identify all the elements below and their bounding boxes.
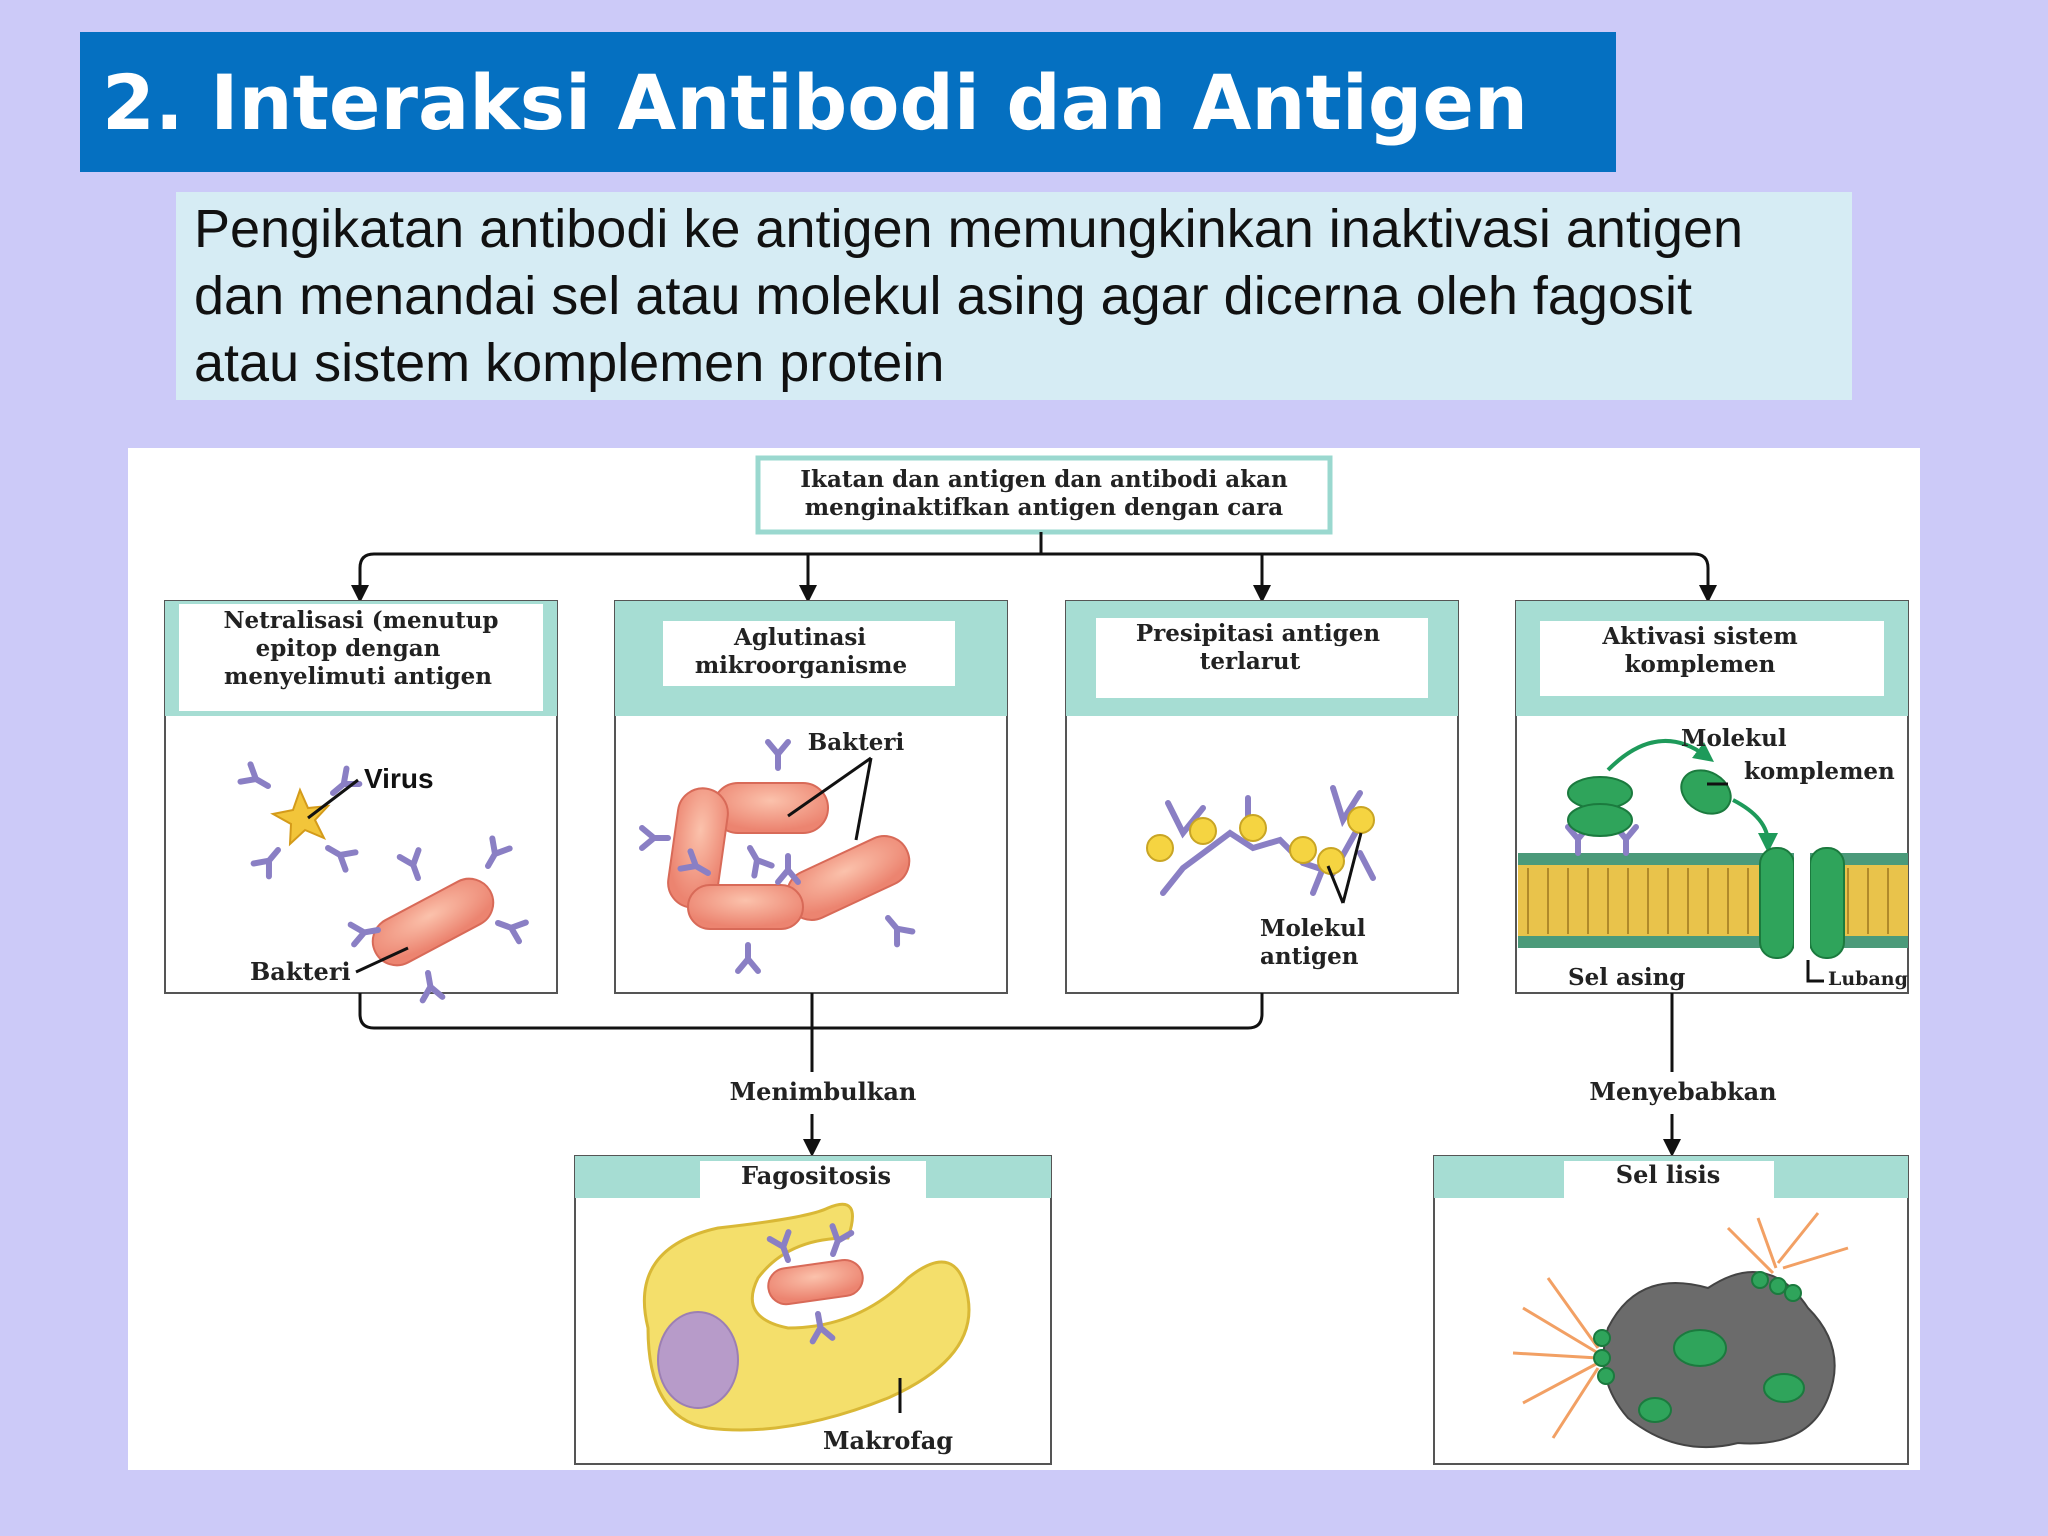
membrane-pore-right — [1810, 848, 1844, 958]
cell-membrane — [1518, 856, 1908, 946]
label-virus: Virus — [364, 763, 434, 794]
top-connector — [360, 532, 1708, 594]
presipitasi-title-1: Presipitasi antigen — [1135, 620, 1381, 647]
membrane-pore-left — [1760, 848, 1794, 958]
panel-netralisasi — [165, 601, 557, 1000]
label-molekul-antigen-2: antigen — [1260, 943, 1359, 970]
panel-fagositosis — [575, 1156, 1051, 1464]
komplemen-title-2: komplemen — [1624, 651, 1776, 678]
complement-bound-2 — [1568, 804, 1632, 836]
netralisasi-title-2: epitop dengan — [255, 635, 441, 662]
diagram-svg — [128, 448, 1920, 1470]
label-menimbulkan: Menimbulkan — [729, 1077, 917, 1106]
top-box-line-2: menginaktifkan antigen dengan cara — [804, 494, 1284, 521]
komplemen-title-1: Aktivasi sistem — [1602, 623, 1798, 650]
label-sel-asing: Sel asing — [1568, 964, 1686, 991]
slide-title: 2. Interaksi Antibodi dan Antigen — [102, 58, 1528, 147]
intro-line-3: atau sistem komplemen protein — [194, 333, 945, 393]
intro-paragraph — [194, 196, 1834, 397]
intro-line-1: Pengikatan antibodi ke antigen memungkinkan inaktivasi antigen — [194, 199, 1744, 259]
bacterium-agg-1 — [713, 783, 828, 833]
aglutinasi-title-2: mikroorganisme — [694, 652, 908, 679]
macrophage-nucleus — [658, 1312, 738, 1408]
title-bar — [80, 32, 1616, 172]
fagositosis-title: Fagositosis — [741, 1161, 891, 1190]
bottom-connectors — [360, 993, 1672, 1148]
netralisasi-title-3: menyelimuti antigen — [223, 663, 493, 690]
label-bakteri-1: Bakteri — [250, 957, 351, 986]
panel-presipitasi — [1066, 601, 1458, 993]
aglutinasi-title-1: Aglutinasi — [733, 624, 867, 651]
top-box-line-1: Ikatan dan antigen dan antibodi akan — [800, 466, 1288, 493]
panel-aglutinasi — [615, 601, 1007, 993]
bacterium-agg-4 — [688, 885, 803, 929]
label-molekul-komplemen-1: Molekul — [1681, 725, 1787, 752]
label-molekul-komplemen-2: komplemen — [1744, 758, 1895, 785]
netralisasi-title-1: Netralisasi (menutup — [223, 607, 499, 634]
label-makrofag: Makrofag — [822, 1426, 954, 1455]
intro-box — [176, 192, 1852, 400]
label-molekul-antigen-1: Molekul — [1260, 915, 1366, 942]
label-lubang: Lubang — [1828, 968, 1908, 990]
label-menyebabkan: Menyebabkan — [1589, 1077, 1777, 1106]
presipitasi-title-2: terlarut — [1199, 648, 1301, 675]
panel-sel-lisis — [1434, 1156, 1908, 1464]
antibody-antigen-diagram — [128, 448, 1920, 1470]
panel-komplemen — [1516, 601, 1908, 993]
label-bakteri-2: Bakteri — [807, 729, 905, 756]
sel-lisis-title: Sel lisis — [1615, 1160, 1721, 1189]
intro-line-2: dan menandai sel atau molekul asing agar dicerna oleh fagosit — [194, 266, 1692, 326]
